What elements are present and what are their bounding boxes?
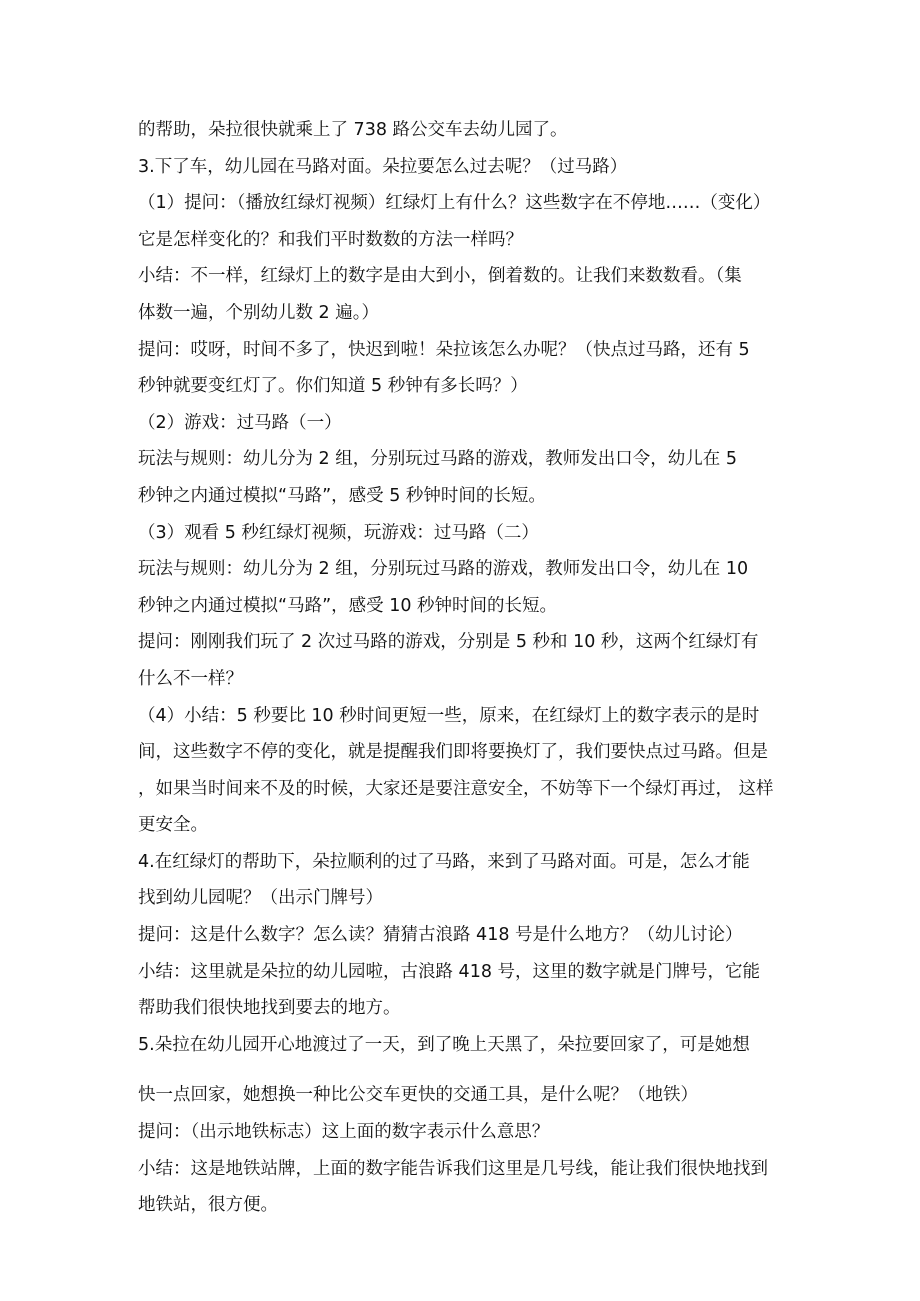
text-line: 它是怎样变化的？和我们平时数数的方法一样吗？ xyxy=(138,229,523,250)
text-line: 什么不一样？ xyxy=(138,668,243,689)
text-line: ，如果当时间来不及的时候，大家还是要注意安全，不妨等下一个绿灯再过， 这样 xyxy=(138,778,774,799)
text-line: 帮助我们很快地找到要去的地方。 xyxy=(138,998,401,1019)
text-line: 快一点回家，她想换一种比公交车更快的交通工具，是什么呢？（地铁） xyxy=(138,1085,698,1106)
text-line: （4）小结：5 秒要比 10 秒时间更短一些，原来，在红绿灯上的数字表示的是时 xyxy=(138,705,760,726)
text-line: （1）提问：（播放红绿灯视频）红绿灯上有什么？这些数字在不停地……（变化） xyxy=(138,193,771,214)
text-line: 小结：这是地铁站牌，上面的数字能告诉我们这里是几号线，能让我们很快地找到 xyxy=(138,1158,768,1179)
text-line: 小结：不一样，红绿灯上的数字是由大到小，倒着数的。让我们来数数看。（集 xyxy=(138,266,742,287)
text-line: （3）观看 5 秒红绿灯视频，玩游戏：过马路（二） xyxy=(138,522,539,543)
text-line: （2）游戏：过马路（一） xyxy=(138,412,342,433)
text-line: 小结：这里就是朵拉的幼儿园啦，古浪路 418 号，这里的数字就是门牌号，它能 xyxy=(138,961,761,982)
text-line: 找到幼儿园呢？（出示门牌号） xyxy=(138,888,383,909)
text-line: 地铁站，很方便。 xyxy=(138,1195,278,1216)
text-line: 提问：这是什么数字？怎么读？猜猜古浪路 418 号是什么地方？（幼儿讨论） xyxy=(138,925,743,946)
text-line: 秒钟就要变红灯了。你们知道 5 秒钟有多长吗？） xyxy=(138,376,528,397)
text-line: 3.下了车，幼儿园在马路对面。朵拉要怎么过去呢？（过马路） xyxy=(138,156,628,177)
text-line: 秒钟之内通过模拟“马路”，感受 10 秒钟时间的长短。 xyxy=(138,595,558,616)
text-line: 玩法与规则：幼儿分为 2 组，分别玩过马路的游戏，教师发出口令，幼儿在 10 xyxy=(138,559,749,580)
document-body xyxy=(138,112,790,1224)
text-line: 玩法与规则：幼儿分为 2 组，分别玩过马路的游戏，教师发出口令，幼儿在 5 xyxy=(138,449,737,470)
text-line: 提问：哎呀，时间不多了，快迟到啦！朵拉该怎么办呢？（快点过马路，还有 5 xyxy=(138,339,750,360)
text-line: 提问：（出示地铁标志）这上面的数字表示什么意思？ xyxy=(138,1122,550,1143)
text-line: 更安全。 xyxy=(138,815,208,836)
text-line: 秒钟之内通过模拟“马路”，感受 5 秒钟时间的长短。 xyxy=(138,485,546,506)
text-line: 的帮助，朵拉很快就乘上了 738 路公交车去幼儿园了。 xyxy=(138,120,568,140)
text-line: 体数一遍，个别幼儿数 2 遍。） xyxy=(138,302,380,323)
text-line: 提问：刚刚我们玩了 2 次过马路的游戏，分别是 5 秒和 10 秒，这两个红绿灯有 xyxy=(138,632,759,653)
text-line: 间，这些数字不停的变化，就是提醒我们即将要换灯了，我们要快点过马路。但是 xyxy=(138,742,768,763)
text-line: 4.在红绿灯的帮助下，朵拉顺利的过了马路，来到了马路对面。可是，怎么才能 xyxy=(138,851,750,872)
text-line: 5.朵拉在幼儿园开心地渡过了一天，到了晚上天黑了，朵拉要回家了，可是她想 xyxy=(138,1034,750,1055)
